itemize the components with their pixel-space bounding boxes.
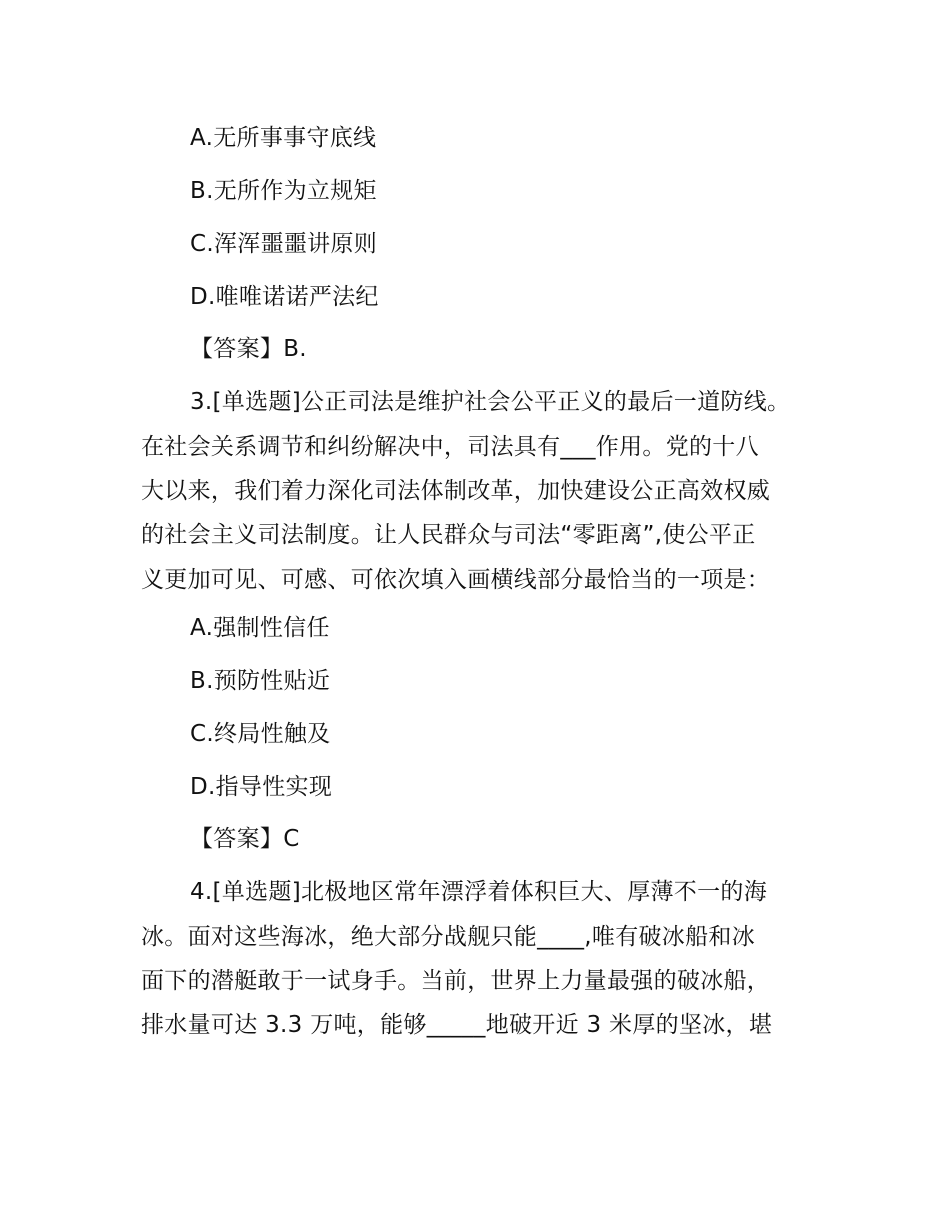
q3-answer: 【答案】C <box>190 826 300 852</box>
q3-option-b: B.预防性贴近 <box>190 668 331 694</box>
q2-answer: 【答案】B. <box>190 336 307 362</box>
q4-stem-line-4: 排水量可达 3.3 万吨，能够_____地破开近 3 米厚的坚冰，堪 <box>141 1012 773 1038</box>
q2-option-a: A.无所事事守底线 <box>190 125 377 151</box>
q3-stem-line-3: 大以来，我们着力深化司法体制改革，加快建设公正高效权威 <box>141 478 771 504</box>
q3-option-d: D.指导性实现 <box>190 774 333 800</box>
q2-option-b: B.无所作为立规矩 <box>190 178 377 204</box>
q3-option-a: A.强制性信任 <box>190 615 330 641</box>
q3-stem-line-2: 在社会关系调节和纠纷解决中，司法具有___作用。党的十八 <box>141 434 759 460</box>
q4-stem-line-2: 冰。面对这些海冰，绝大部分战舰只能____,唯有破冰船和冰 <box>141 924 756 950</box>
q2-option-d: D.唯唯诺诺严法纪 <box>190 284 379 310</box>
q2-option-c: C.浑浑噩噩讲原则 <box>190 231 378 257</box>
q3-stem-line-1: 3.[单选题]公正司法是维护社会公平正义的最后一道防线。 <box>190 389 791 415</box>
q3-stem-line-4: 的社会主义司法制度。让人民群众与司法“零距离”,使公平正 <box>141 522 756 548</box>
q4-stem-line-3: 面下的潜艇敢于一试身手。当前，世界上力量最强的破冰船， <box>141 968 771 994</box>
q4-stem-line-1: 4.[单选题]北极地区常年漂浮着体积巨大、厚薄不一的海 <box>190 879 767 905</box>
q3-stem-line-5: 义更加可见、可感、可依次填入画横线部分最恰当的一项是： <box>141 567 771 593</box>
q3-option-c: C.终局性触及 <box>190 721 331 747</box>
